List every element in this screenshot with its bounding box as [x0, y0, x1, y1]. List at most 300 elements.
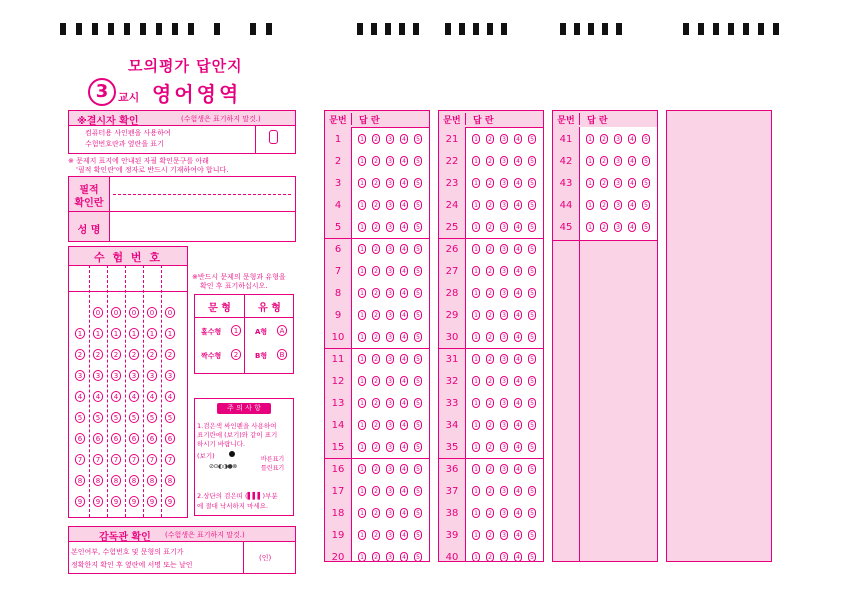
answer-bubble[interactable]: 3: [386, 156, 394, 166]
exam-digit-bubble[interactable]: 5: [129, 412, 139, 423]
answer-bubble[interactable]: 1: [472, 552, 480, 562]
answer-bubble[interactable]: 4: [400, 332, 408, 342]
exam-digit-bubble[interactable]: 5: [75, 412, 85, 423]
answer-bubble[interactable]: 1: [472, 134, 480, 144]
answer-bubble[interactable]: 5: [528, 288, 536, 298]
answer-bubble[interactable]: 3: [500, 266, 508, 276]
answer-bubble[interactable]: 1: [472, 442, 480, 452]
answer-bubble[interactable]: 2: [372, 398, 380, 408]
answer-bubble[interactable]: 1: [358, 332, 366, 342]
answer-bubble[interactable]: 2: [486, 310, 494, 320]
answer-bubble[interactable]: 4: [400, 376, 408, 386]
answer-bubble[interactable]: 3: [386, 178, 394, 188]
answer-bubble[interactable]: 5: [414, 486, 422, 496]
answer-bubble[interactable]: 4: [400, 222, 408, 232]
answer-bubble[interactable]: 4: [514, 288, 522, 298]
answer-bubble[interactable]: 4: [400, 310, 408, 320]
exam-digit-bubble[interactable]: 7: [93, 454, 103, 465]
answer-bubble[interactable]: 3: [614, 222, 622, 232]
answer-bubble[interactable]: 5: [528, 442, 536, 452]
answer-bubble[interactable]: 1: [358, 178, 366, 188]
answer-bubble[interactable]: 2: [600, 222, 608, 232]
answer-bubble[interactable]: 3: [500, 508, 508, 518]
answer-bubble[interactable]: 5: [528, 332, 536, 342]
answer-bubble[interactable]: 4: [514, 486, 522, 496]
answer-bubble[interactable]: 5: [528, 376, 536, 386]
answer-bubble[interactable]: 4: [400, 420, 408, 430]
answer-bubble[interactable]: 5: [528, 354, 536, 364]
exam-digit-bubble[interactable]: 5: [147, 412, 157, 423]
answer-bubble[interactable]: 2: [372, 552, 380, 562]
answer-bubble[interactable]: 5: [642, 178, 650, 188]
answer-bubble[interactable]: 3: [614, 178, 622, 188]
exam-digit-bubble[interactable]: 7: [165, 454, 175, 465]
exam-digit-bubble[interactable]: 9: [147, 496, 157, 507]
exam-digit-bubble[interactable]: 3: [75, 370, 85, 381]
answer-bubble[interactable]: 2: [372, 464, 380, 474]
answer-bubble[interactable]: 4: [514, 420, 522, 430]
answer-bubble[interactable]: 3: [386, 398, 394, 408]
answer-bubble[interactable]: 3: [500, 310, 508, 320]
exam-digit-bubble[interactable]: 6: [165, 433, 175, 444]
answer-bubble[interactable]: 1: [472, 376, 480, 386]
answer-bubble[interactable]: 4: [628, 134, 636, 144]
answer-bubble[interactable]: 5: [414, 420, 422, 430]
answer-bubble[interactable]: 4: [400, 398, 408, 408]
answer-bubble[interactable]: 5: [414, 156, 422, 166]
answer-row: [439, 525, 543, 547]
answer-bubble[interactable]: 4: [514, 354, 522, 364]
answer-bubble[interactable]: 1: [358, 376, 366, 386]
answer-bubble[interactable]: 3: [386, 464, 394, 474]
exam-digit-bubble[interactable]: 7: [147, 454, 157, 465]
absence-mark-box[interactable]: [269, 130, 278, 144]
answer-bubble[interactable]: 4: [514, 508, 522, 518]
answer-bubble[interactable]: 5: [528, 420, 536, 430]
answer-bubble[interactable]: 4: [514, 332, 522, 342]
answer-bubble[interactable]: 2: [372, 354, 380, 364]
answer-bubble[interactable]: 4: [628, 200, 636, 210]
answer-bubble[interactable]: 2: [372, 332, 380, 342]
answer-bubble[interactable]: 1: [358, 464, 366, 474]
supervisor-seal[interactable]: (인): [259, 554, 272, 562]
answer-bubble[interactable]: 1: [472, 266, 480, 276]
exam-digit-bubble[interactable]: 1: [129, 328, 139, 339]
exam-digit-bubble[interactable]: 5: [165, 412, 175, 423]
exam-digit-bubble[interactable]: 2: [129, 349, 139, 360]
answer-bubble[interactable]: 5: [414, 244, 422, 254]
answer-bubble[interactable]: 1: [472, 398, 480, 408]
answer-bubble[interactable]: 4: [514, 178, 522, 188]
answer-bubble[interactable]: 5: [642, 156, 650, 166]
answer-bubble[interactable]: 3: [386, 244, 394, 254]
answer-bubble[interactable]: 2: [600, 156, 608, 166]
answer-bubble[interactable]: 5: [414, 530, 422, 540]
answer-bubble[interactable]: 1: [358, 266, 366, 276]
answer-bubble[interactable]: 2: [486, 398, 494, 408]
answer-bubble[interactable]: 4: [514, 530, 522, 540]
answer-bubble[interactable]: 3: [500, 178, 508, 188]
answer-bubble[interactable]: 1: [472, 310, 480, 320]
exam-digit-bubble[interactable]: 7: [129, 454, 139, 465]
exam-digit-bubble[interactable]: 1: [165, 328, 175, 339]
answer-bubble[interactable]: 3: [500, 442, 508, 452]
exam-digit-bubble[interactable]: 7: [111, 454, 121, 465]
answer-bubble[interactable]: 3: [500, 288, 508, 298]
exam-digit-bubble[interactable]: 6: [111, 433, 121, 444]
exam-digit-bubble[interactable]: 8: [147, 475, 157, 486]
answer-bubble[interactable]: 2: [372, 288, 380, 298]
answer-bubble[interactable]: 2: [372, 442, 380, 452]
exam-digit-bubble[interactable]: 6: [75, 433, 85, 444]
answer-bubble[interactable]: 5: [528, 486, 536, 496]
answer-bubble[interactable]: 2: [600, 134, 608, 144]
answer-bubble[interactable]: 2: [486, 332, 494, 342]
answer-bubble[interactable]: 4: [400, 200, 408, 210]
answer-bubble[interactable]: 4: [628, 156, 636, 166]
answer-bubble[interactable]: 5: [414, 464, 422, 474]
answer-bubble[interactable]: 2: [486, 244, 494, 254]
answer-bubble[interactable]: 3: [614, 200, 622, 210]
exam-digit-bubble[interactable]: 6: [147, 433, 157, 444]
answer-bubble[interactable]: 2: [372, 530, 380, 540]
exam-digit-bubble[interactable]: 8: [93, 475, 103, 486]
exam-digit-bubble[interactable]: 4: [165, 391, 175, 402]
answer-bubble[interactable]: 2: [486, 376, 494, 386]
answer-bubble[interactable]: 2: [486, 266, 494, 276]
answer-bubble[interactable]: 2: [372, 200, 380, 210]
answer-bubble[interactable]: 3: [386, 486, 394, 496]
answer-bubble[interactable]: 1: [358, 200, 366, 210]
answer-bubble[interactable]: 1: [358, 222, 366, 232]
answer-bubble[interactable]: 1: [358, 442, 366, 452]
exam-digit-bubble[interactable]: 3: [111, 370, 121, 381]
answer-bubble[interactable]: 3: [500, 486, 508, 496]
answer-bubble[interactable]: 3: [386, 266, 394, 276]
answer-bubble[interactable]: 5: [414, 398, 422, 408]
exam-digit-bubble[interactable]: 6: [93, 433, 103, 444]
exam-digit-bubble[interactable]: 0: [129, 307, 139, 318]
answer-bubble[interactable]: 4: [400, 354, 408, 364]
answer-bubble[interactable]: 3: [614, 156, 622, 166]
answer-bubble[interactable]: 1: [586, 178, 594, 188]
answer-bubble[interactable]: 2: [486, 178, 494, 188]
question-number: 13: [331, 398, 345, 409]
answer-bubble[interactable]: 4: [400, 486, 408, 496]
exam-digit-bubble[interactable]: 4: [129, 391, 139, 402]
answer-bubble[interactable]: 2: [372, 508, 380, 518]
answer-bubble[interactable]: 4: [514, 464, 522, 474]
answer-bubble[interactable]: 1: [358, 420, 366, 430]
answer-bubble[interactable]: 5: [528, 178, 536, 188]
exam-digit-bubble[interactable]: 9: [165, 496, 175, 507]
answer-bubble[interactable]: 4: [514, 442, 522, 452]
answer-bubble[interactable]: 2: [372, 266, 380, 276]
answer-bubble[interactable]: 1: [358, 156, 366, 166]
exam-digit-bubble[interactable]: 2: [165, 349, 175, 360]
answer-bubble[interactable]: 5: [414, 376, 422, 386]
answer-bubble[interactable]: 4: [400, 552, 408, 562]
answer-bubble[interactable]: 5: [414, 178, 422, 188]
answer-bubble[interactable]: 5: [414, 288, 422, 298]
answer-bubble[interactable]: 2: [486, 464, 494, 474]
answer-bubble[interactable]: 5: [414, 442, 422, 452]
answer-bubble[interactable]: 5: [528, 530, 536, 540]
question-number: 39: [445, 530, 459, 541]
answer-bubble[interactable]: 5: [528, 310, 536, 320]
answer-bubble[interactable]: 3: [500, 420, 508, 430]
answer-bubble[interactable]: 5: [528, 244, 536, 254]
exam-digit-bubble[interactable]: 8: [111, 475, 121, 486]
exam-digit-bubble[interactable]: 7: [75, 454, 85, 465]
exam-digit-bubble[interactable]: 2: [111, 349, 121, 360]
answer-bubble[interactable]: 1: [472, 420, 480, 430]
answer-header: 답 란: [473, 116, 494, 126]
answer-bubble[interactable]: 5: [528, 398, 536, 408]
type-odd-bubble[interactable]: 1: [231, 325, 241, 336]
answer-bubble[interactable]: 3: [500, 244, 508, 254]
exam-digit-bubble[interactable]: 9: [93, 496, 103, 507]
exam-digit-bubble[interactable]: 1: [75, 328, 85, 339]
answer-bubble[interactable]: 2: [486, 442, 494, 452]
type-note1: ※반드시 문제의 문형과 유형을: [192, 273, 286, 281]
answer-bubble[interactable]: 4: [514, 376, 522, 386]
type-b-bubble[interactable]: B: [277, 349, 287, 360]
answer-bubble[interactable]: 5: [642, 222, 650, 232]
exam-digit-bubble[interactable]: 9: [75, 496, 85, 507]
answer-bubble[interactable]: 4: [514, 134, 522, 144]
answer-bubble[interactable]: 4: [400, 288, 408, 298]
answer-bubble[interactable]: 3: [386, 288, 394, 298]
answer-bubble[interactable]: 4: [514, 244, 522, 254]
answer-bubble[interactable]: 2: [372, 486, 380, 496]
answer-bubble[interactable]: 3: [500, 200, 508, 210]
answer-bubble[interactable]: 3: [500, 464, 508, 474]
answer-bubble[interactable]: 3: [386, 530, 394, 540]
answer-bubble[interactable]: 2: [486, 134, 494, 144]
answer-bubble[interactable]: 2: [372, 310, 380, 320]
answer-bubble[interactable]: 4: [400, 178, 408, 188]
question-number: 19: [331, 530, 345, 541]
answer-bubble[interactable]: 4: [628, 222, 636, 232]
answer-bubble[interactable]: 3: [500, 552, 508, 562]
exam-digit-bubble[interactable]: 4: [93, 391, 103, 402]
answer-bubble[interactable]: 4: [514, 310, 522, 320]
exam-digit-bubble[interactable]: 8: [75, 475, 85, 486]
answer-bubble[interactable]: 5: [528, 552, 536, 562]
answer-bubble[interactable]: 5: [642, 134, 650, 144]
answer-bubble[interactable]: 2: [600, 178, 608, 188]
answer-bubble[interactable]: 3: [386, 508, 394, 518]
answer-bubble[interactable]: 3: [386, 442, 394, 452]
answer-bubble[interactable]: 5: [414, 552, 422, 562]
answer-bubble[interactable]: 4: [400, 508, 408, 518]
answer-bubble[interactable]: 1: [358, 310, 366, 320]
answer-bubble[interactable]: 4: [514, 200, 522, 210]
answer-bubble[interactable]: 3: [386, 134, 394, 144]
answer-bubble[interactable]: 1: [586, 134, 594, 144]
answer-bubble[interactable]: 3: [500, 156, 508, 166]
answer-bubble[interactable]: 1: [472, 530, 480, 540]
type-a-bubble[interactable]: A: [277, 325, 287, 336]
answer-bubble[interactable]: 2: [486, 530, 494, 540]
answer-bubble[interactable]: 1: [472, 178, 480, 188]
answer-bubble[interactable]: 3: [500, 134, 508, 144]
answer-bubble[interactable]: 1: [358, 486, 366, 496]
answer-bubble[interactable]: 3: [386, 420, 394, 430]
exam-digit-bubble[interactable]: 5: [111, 412, 121, 423]
answer-bubble[interactable]: 2: [486, 508, 494, 518]
answer-bubble[interactable]: 3: [500, 376, 508, 386]
exam-digit-bubble[interactable]: 2: [75, 349, 85, 360]
exam-digit-bubble[interactable]: 3: [129, 370, 139, 381]
exam-digit-bubble[interactable]: 0: [147, 307, 157, 318]
answer-bubble[interactable]: 2: [372, 178, 380, 188]
type-even-bubble[interactable]: 2: [231, 349, 241, 360]
answer-bubble[interactable]: 3: [386, 222, 394, 232]
exam-digit-bubble[interactable]: 0: [165, 307, 175, 318]
answer-bubble[interactable]: 2: [486, 288, 494, 298]
answer-bubble[interactable]: 2: [486, 222, 494, 232]
answer-bubble[interactable]: 5: [414, 354, 422, 364]
exam-digit-bubble[interactable]: 1: [93, 328, 103, 339]
answer-bubble[interactable]: 2: [486, 486, 494, 496]
answer-bubble[interactable]: 5: [528, 156, 536, 166]
answer-bubble[interactable]: 1: [472, 332, 480, 342]
answer-bubble[interactable]: 5: [528, 200, 536, 210]
answer-bubble[interactable]: 2: [372, 222, 380, 232]
answer-bubble[interactable]: 2: [372, 134, 380, 144]
answer-bubble[interactable]: 1: [472, 156, 480, 166]
exam-digit-bubble[interactable]: 9: [111, 496, 121, 507]
answer-bubble[interactable]: 4: [514, 266, 522, 276]
answer-bubble[interactable]: 3: [500, 530, 508, 540]
exam-digit-bubble[interactable]: 2: [93, 349, 103, 360]
answer-bubble[interactable]: 3: [500, 398, 508, 408]
exam-digit-bubble[interactable]: 4: [147, 391, 157, 402]
exam-digit-bubble[interactable]: 8: [129, 475, 139, 486]
answer-bubble[interactable]: 1: [358, 398, 366, 408]
answer-bubble[interactable]: 2: [372, 244, 380, 254]
answer-bubble[interactable]: 4: [514, 156, 522, 166]
answer-bubble[interactable]: 5: [642, 200, 650, 210]
answer-bubble[interactable]: 5: [414, 332, 422, 342]
answer-bubble[interactable]: 5: [414, 266, 422, 276]
answer-bubble[interactable]: 5: [528, 464, 536, 474]
answer-bubble[interactable]: 5: [528, 266, 536, 276]
answer-bubble[interactable]: 1: [472, 508, 480, 518]
answer-bubble[interactable]: 1: [586, 156, 594, 166]
answer-bubble[interactable]: 5: [528, 134, 536, 144]
exam-digit-bubble[interactable]: 2: [147, 349, 157, 360]
answer-bubble[interactable]: 1: [358, 508, 366, 518]
answer-bubble[interactable]: 3: [386, 354, 394, 364]
exam-digit-bubble[interactable]: 3: [147, 370, 157, 381]
exam-digit-bubble[interactable]: 4: [75, 391, 85, 402]
name-field[interactable]: [111, 213, 293, 239]
answer-bubble[interactable]: 1: [472, 354, 480, 364]
answer-bubble[interactable]: 3: [386, 376, 394, 386]
answer-bubble[interactable]: 5: [528, 222, 536, 232]
exam-digit-bubble[interactable]: 0: [111, 307, 121, 318]
answer-bubble[interactable]: 3: [386, 200, 394, 210]
answer-bubble[interactable]: 4: [400, 530, 408, 540]
answer-bubble[interactable]: 2: [486, 420, 494, 430]
exam-digit-bubble[interactable]: 8: [165, 475, 175, 486]
answer-bubble[interactable]: 2: [372, 376, 380, 386]
answer-bubble[interactable]: 1: [586, 222, 594, 232]
answer-bubble[interactable]: 4: [514, 222, 522, 232]
answer-bubble[interactable]: 2: [600, 200, 608, 210]
answer-bubble[interactable]: 3: [386, 552, 394, 562]
answer-bubble[interactable]: 1: [472, 200, 480, 210]
answer-bubble[interactable]: 4: [400, 156, 408, 166]
answer-bubble[interactable]: 3: [500, 222, 508, 232]
answer-bubble[interactable]: 5: [414, 200, 422, 210]
answer-bubble[interactable]: 3: [614, 134, 622, 144]
exam-digit-bubble[interactable]: 9: [129, 496, 139, 507]
handwriting-field[interactable]: [111, 179, 293, 209]
question-number: 28: [445, 288, 459, 299]
answer-bubble[interactable]: 4: [400, 464, 408, 474]
answer-bubble[interactable]: 1: [358, 288, 366, 298]
exam-digit-bubble[interactable]: 6: [129, 433, 139, 444]
answer-bubble[interactable]: 4: [628, 178, 636, 188]
answer-bubble[interactable]: 2: [486, 552, 494, 562]
answer-bubble[interactable]: 1: [358, 552, 366, 562]
answer-bubble[interactable]: 3: [386, 310, 394, 320]
answer-bubble[interactable]: 1: [472, 288, 480, 298]
answer-bubble[interactable]: 5: [414, 222, 422, 232]
exam-digit-bubble[interactable]: 1: [111, 328, 121, 339]
exam-digit-bubble[interactable]: 1: [147, 328, 157, 339]
answer-bubble[interactable]: 4: [400, 266, 408, 276]
answer-bubble[interactable]: 2: [486, 156, 494, 166]
exam-digit-bubble[interactable]: 3: [165, 370, 175, 381]
answer-bubble[interactable]: 2: [486, 354, 494, 364]
answer-bubble[interactable]: 4: [400, 134, 408, 144]
answer-bubble[interactable]: 4: [514, 398, 522, 408]
answer-bubble[interactable]: 2: [372, 156, 380, 166]
answer-bubble[interactable]: 4: [400, 442, 408, 452]
answer-bubble[interactable]: 1: [358, 354, 366, 364]
exam-digit-bubble[interactable]: 5: [93, 412, 103, 423]
exam-digit-bubble[interactable]: 0: [93, 307, 103, 318]
answer-bubble[interactable]: 1: [358, 530, 366, 540]
answer-bubble[interactable]: 5: [414, 508, 422, 518]
answer-bubble[interactable]: 2: [486, 200, 494, 210]
answer-bubble[interactable]: 2: [372, 420, 380, 430]
answer-bubble[interactable]: 3: [500, 354, 508, 364]
answer-bubble[interactable]: 1: [358, 244, 366, 254]
question-number: 24: [445, 200, 459, 211]
answer-bubble[interactable]: 5: [414, 134, 422, 144]
answer-bubble[interactable]: 3: [386, 332, 394, 342]
answer-bubble[interactable]: 1: [586, 200, 594, 210]
answer-bubble[interactable]: 1: [358, 134, 366, 144]
answer-bubble[interactable]: 4: [400, 244, 408, 254]
answer-bubble[interactable]: 5: [528, 508, 536, 518]
answer-bubble[interactable]: 1: [472, 244, 480, 254]
answer-bubble[interactable]: 3: [500, 332, 508, 342]
answer-bubble[interactable]: 5: [414, 310, 422, 320]
exam-digit-bubble[interactable]: 4: [111, 391, 121, 402]
exam-digit-bubble[interactable]: 3: [93, 370, 103, 381]
answer-bubble[interactable]: 4: [514, 552, 522, 562]
answer-bubble[interactable]: 1: [472, 464, 480, 474]
answer-bubble[interactable]: 1: [472, 222, 480, 232]
answer-bubble[interactable]: 1: [472, 486, 480, 496]
